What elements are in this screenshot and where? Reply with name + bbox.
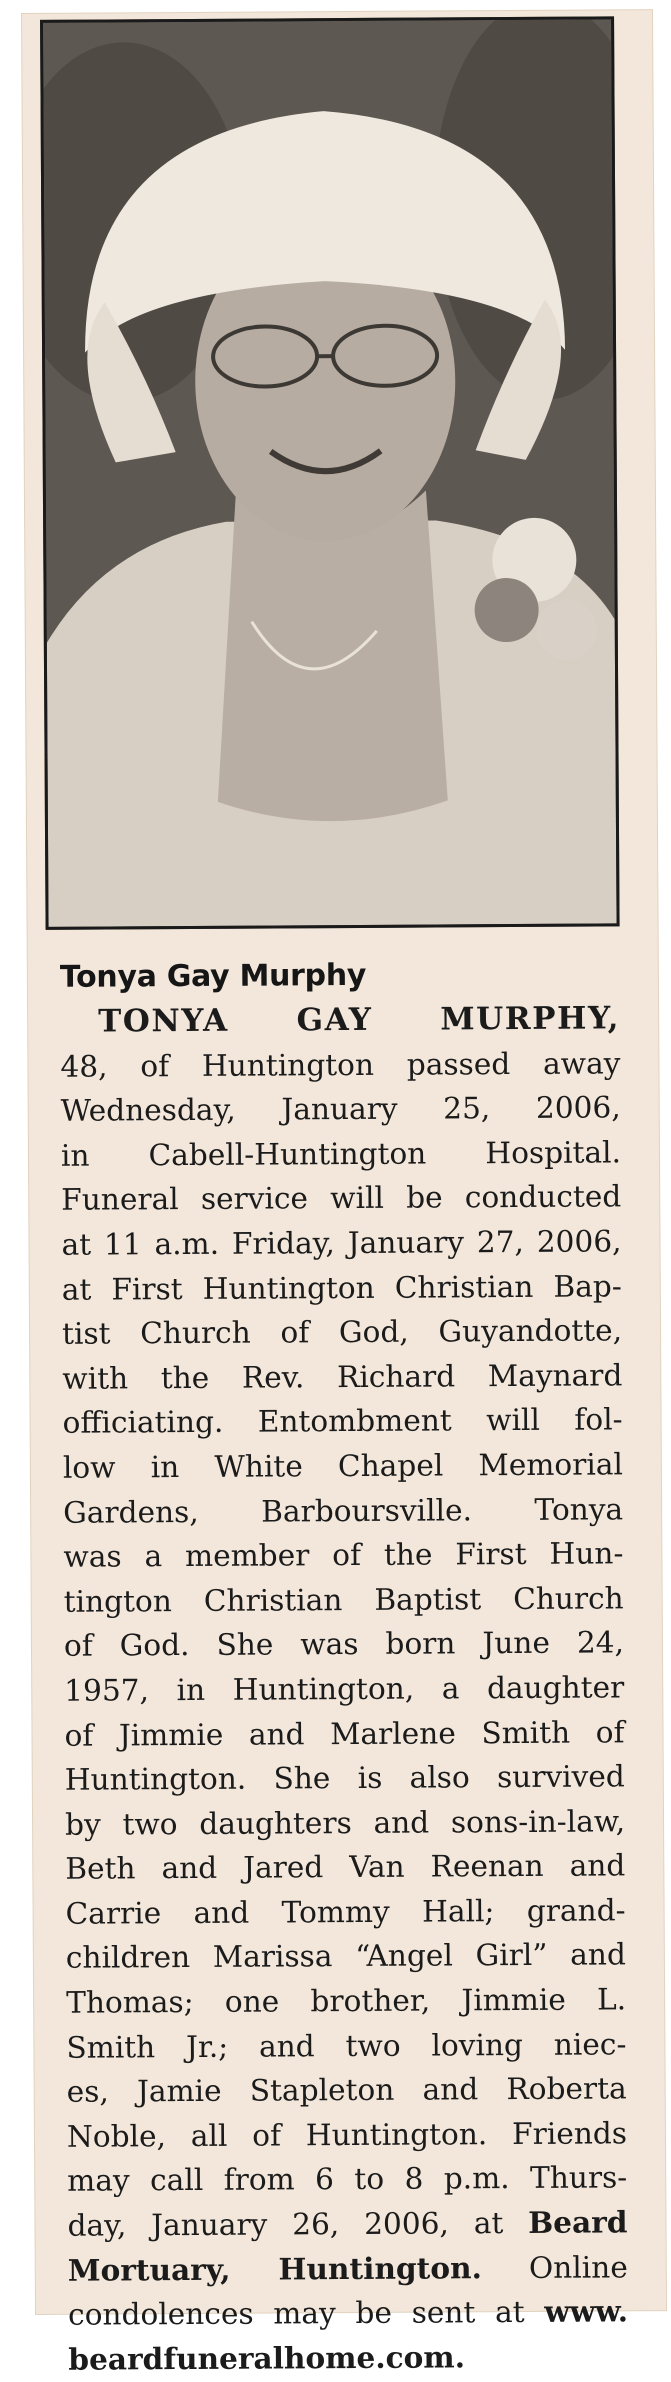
obituary-line	[67, 2111, 627, 2159]
obituary-text-run: may call from 6 to 8 p.m. Thurs-	[67, 2161, 627, 2198]
obituary-line	[60, 1041, 620, 1089]
obituary-text-run: day, January 26, 2006, at	[67, 2206, 528, 2243]
obituary-text	[60, 996, 628, 2382]
newspaper-clipping	[22, 10, 666, 2314]
obituary-line	[64, 1665, 624, 1713]
obituary-text-run: in Cabell-Huntington Hospital.	[61, 1135, 621, 1172]
obituary-text-run: condolences may be sent at	[68, 2295, 544, 2332]
obituary-text-run: of Jimmie and Marlene Smith of	[64, 1715, 624, 1752]
obituary-line	[68, 2334, 628, 2382]
obituary-line	[63, 1442, 623, 1490]
obituary-text-run: es, Jamie Stapleton and Roberta	[67, 2072, 627, 2109]
obituary-text-run: was a member of the First Hun-	[63, 1536, 623, 1573]
obituary-line	[66, 1933, 626, 1981]
obituary-line	[64, 1621, 624, 1669]
obituary-line	[67, 2200, 627, 2248]
obituary-text-run: Smith Jr.; and two loving niec-	[66, 2027, 626, 2064]
obituary-line	[61, 1086, 621, 1134]
obituary-line	[61, 1175, 621, 1223]
obituary-text-run: low in White Chapel Memorial	[63, 1447, 623, 1484]
obituary-line	[67, 2156, 627, 2204]
obituary-text-run: Beard	[528, 2204, 628, 2240]
obituary-line	[63, 1531, 623, 1579]
obituary-line	[60, 996, 620, 1044]
obituary-text-run: with the Rev. Richard Maynard	[62, 1358, 622, 1395]
obituary-text-run: at 11 a.m. Friday, January 27, 2006,	[61, 1224, 621, 1261]
obituary-text-run: Gardens, Barboursville. Tonya	[63, 1492, 623, 1529]
obituary-text-run: of God. She was born June 24,	[64, 1626, 624, 1663]
obituary-line	[65, 1799, 625, 1847]
obituary-text-run: Beth and Jared Van Reenan and	[65, 1849, 625, 1886]
obituary-text-run: by two daughters and sons-in-law,	[65, 1804, 625, 1841]
obituary-text-run: beardfuneralhome.com.	[68, 2339, 465, 2376]
obituary-line	[62, 1264, 622, 1312]
obituary-text-run: tist Church of God, Guyandotte,	[62, 1314, 622, 1351]
obituary-line	[66, 2022, 626, 2070]
obituary-line	[63, 1487, 623, 1535]
obituary-text-run: at First Huntington Christian Bap-	[62, 1269, 622, 1306]
portrait-illustration	[43, 19, 617, 926]
obituary-text-run: Online	[482, 2250, 628, 2285]
obituary-line	[61, 1130, 621, 1178]
obituary-line	[68, 2290, 628, 2338]
obituary-text-run: Mortuary, Huntington.	[68, 2250, 482, 2288]
obituary-line	[67, 2067, 627, 2115]
obituary-text-run: 1957, in Huntington, a daughter	[64, 1670, 624, 1707]
obituary-line	[68, 2245, 628, 2293]
obituary-text-run: Noble, all of Huntington. Friends	[67, 2116, 627, 2153]
obituary-line	[65, 1888, 625, 1936]
obituary-text-run: Carrie and Tommy Hall; grand-	[66, 1893, 626, 1930]
obituary-text-run: 48, of Huntington passed away	[60, 1046, 620, 1083]
obituary-line	[65, 1754, 625, 1802]
obituary-line	[62, 1309, 622, 1357]
obituary-line	[66, 1977, 626, 2025]
obituary-text-run: Huntington. She is also survived	[65, 1759, 625, 1796]
obituary-text-run: www.	[544, 2294, 628, 2330]
obituary-line	[62, 1398, 622, 1446]
obituary-text-run: Wednesday, January 25, 2006,	[61, 1091, 621, 1128]
obituary-line	[65, 1844, 625, 1892]
obituary-line	[61, 1219, 621, 1267]
obituary-text-run: officiating. Entombment will fol-	[63, 1403, 623, 1440]
obituary-line	[64, 1710, 624, 1758]
obituary-text-run: children Marissa “Angel Girl” and	[66, 1938, 626, 1975]
photo-caption: Tonya Gay Murphy	[60, 958, 366, 995]
obituary-text-run: tington Christian Baptist Church	[64, 1581, 624, 1618]
obituary-line	[62, 1353, 622, 1401]
portrait-photo	[40, 16, 620, 929]
obituary-text-run: Thomas; one brother, Jimmie L.	[66, 1982, 626, 2019]
obituary-line	[64, 1576, 624, 1624]
obituary-text-run: Funeral service will be conducted	[61, 1180, 621, 1217]
obituary-text-run: TONYA GAY MURPHY,	[98, 1000, 620, 1039]
